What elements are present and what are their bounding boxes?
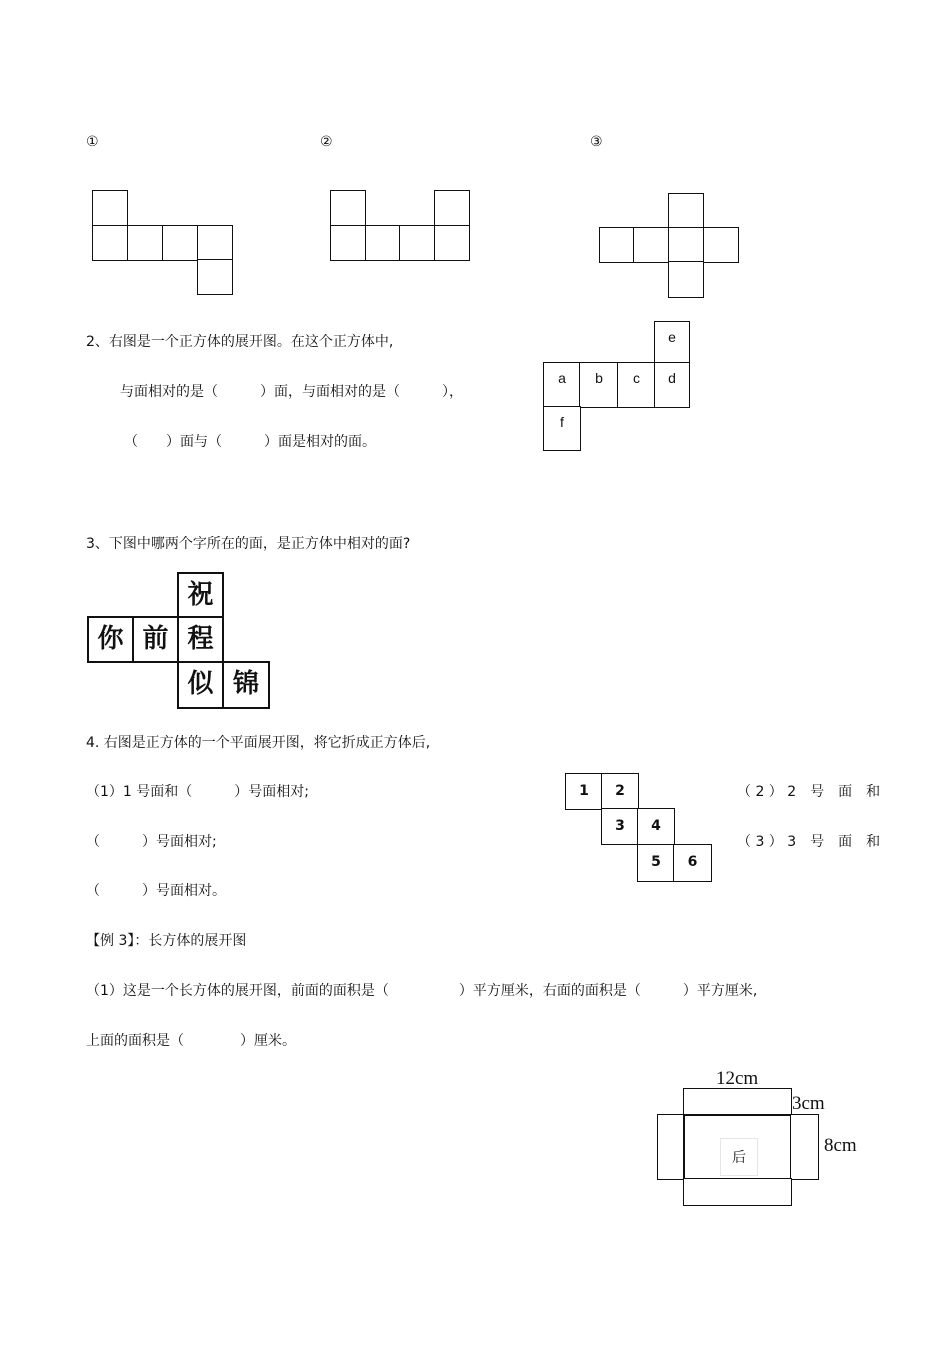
face-3: 3: [601, 808, 639, 845]
net-label-1: ①: [86, 134, 99, 150]
cuboid-face-right: [790, 1114, 819, 1180]
net-square: [399, 225, 436, 261]
q4-part-3: （ 3 ） 3 号 面 和: [737, 834, 881, 850]
net-square: [197, 225, 233, 261]
net-square: [92, 190, 128, 227]
q3-line-1: 3、下图中哪两个字所在的面，是正方体中相对的面?: [86, 536, 411, 552]
face-c: c: [617, 362, 656, 408]
net-square: [197, 259, 233, 295]
q2-line-2: 与面相对的是（ ）面，与面相对的是（ ），: [120, 384, 463, 400]
net-square: [127, 225, 164, 261]
face-4: 4: [637, 808, 675, 845]
net-square: [365, 225, 401, 261]
face-2: 2: [601, 773, 639, 810]
face-b: b: [579, 362, 619, 408]
net-square: [668, 193, 704, 229]
q4-part-1a: （1）1 号面和（ ）号面相对;: [86, 784, 309, 800]
net-square: [633, 227, 670, 263]
back-face-label: 后: [720, 1138, 758, 1176]
dim-width-label: 3cm: [792, 1093, 825, 1114]
cuboid-face-left: [657, 1114, 685, 1180]
example-3-title: 【例 3】：长方体的展开图: [86, 933, 247, 949]
q4-part-1b: （ ）号面相对;: [86, 834, 217, 850]
face-qian: 前: [132, 616, 179, 663]
face-6: 6: [673, 844, 712, 882]
face-jin: 锦: [222, 661, 270, 709]
face-e: e: [654, 321, 690, 364]
net-square: [434, 225, 470, 261]
net-square: [668, 227, 705, 263]
net-square: [92, 225, 129, 261]
q2-line-1: 2、右图是一个正方体的展开图。在这个正方体中,: [86, 334, 394, 350]
q4-part-1c: （ ）号面相对。: [86, 883, 226, 899]
example-3-line-1: （1）这是一个长方体的展开图，前面的面积是（ ）平方厘米，右面的面积是（ ）平方厘米,: [86, 983, 758, 999]
face-si: 似: [177, 661, 224, 709]
net-label-2: ②: [320, 134, 333, 150]
example-3-line-2: 上面的面积是（ ）厘米。: [86, 1033, 296, 1049]
dim-height-label: 8cm: [824, 1135, 857, 1156]
cuboid-face-bottom: [683, 1178, 792, 1206]
net-square: [668, 261, 704, 298]
cuboid-face-top: [683, 1088, 792, 1116]
net-label-3: ③: [590, 134, 603, 150]
q2-line-3: （ ）面与（ ）面是相对的面。: [124, 434, 376, 450]
face-5: 5: [637, 844, 675, 882]
net-square: [703, 227, 739, 263]
net-square: [330, 190, 366, 227]
face-ni: 你: [87, 616, 134, 663]
q4-line-1: 4. 右图是正方体的一个平面展开图，将它折成正方体后,: [86, 735, 431, 751]
net-square: [434, 190, 470, 227]
face-zhu: 祝: [177, 572, 224, 618]
face-f: f: [543, 406, 581, 451]
face-d: d: [654, 362, 690, 408]
net-square: [599, 227, 635, 263]
face-cheng: 程: [177, 616, 224, 663]
face-1: 1: [565, 773, 603, 810]
net-square: [162, 225, 199, 261]
q4-part-2: （ 2 ） 2 号 面 和: [737, 784, 881, 800]
face-a: a: [543, 362, 581, 408]
dim-length-label: 12cm: [716, 1068, 759, 1089]
net-square: [330, 225, 367, 261]
